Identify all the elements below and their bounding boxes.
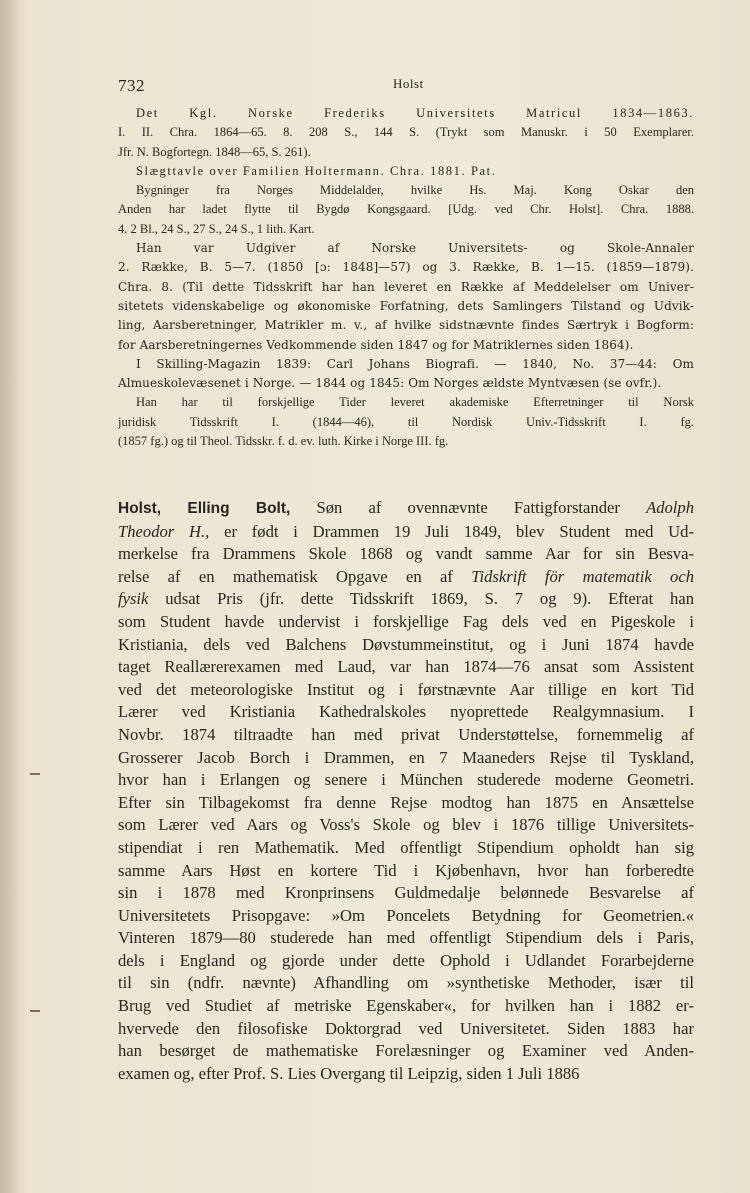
bibliography-line: 4. 2 Bl., 24 S., 27 S., 24 S., 1 lith. Kart. [118,221,315,236]
bibliography-line: I. II. Chra. 1864—65. 8. 208 S., 144 S. (Trykt som Manuskr. i 50 Exemplarer. [118,125,694,140]
entry-line: ved det meteorologiske Institut og i førstnævnte Aar tillige en kort Tid [118,679,694,699]
margin-mark [30,773,40,775]
bibliography-line: juridisk Tidsskrift I. (1844—46), til Nordisk Univ.-Tidsskrift I. fg. [118,414,694,429]
bibliography-line: Chra. 8. (Til dette Tidsskrift har han leveret en Række af Meddelelser om Univer- [118,279,694,294]
entry-line: Vinteren 1879—80 studerede han med offentligt Stipendium dels i Paris, [118,928,694,948]
bibliography-line: sitetets videnskabelige og økonomiske Forfatning, dets Samlingers Tilstand og Udvik- [118,298,694,313]
entry-line: merkelse fra Drammens Skole 1868 og vandt samme Aar for sin Besva- [118,544,694,564]
bibliography-line: Slægttavle over Familien Holtermann. Chra. 1881. Pat. [136,163,497,178]
italic-phrase: Theodor H. [118,521,206,541]
bibliography-block [118,104,694,451]
bibliography-line: (1857 fg.) og til Theol. Tidsskr. f. d. ev. luth. Kirke i Norge III. fg. [118,434,449,449]
bibliography-line: for Aarsberetningernes Vedkommende siden 1847 og for Matriklernes siden 1864). [118,337,634,352]
entry-line: relse af en mathematisk Opgave en af Tidskrift för matematik och [118,566,694,586]
entry-line: som Student havde undervist i forskjellige Fag dels ved en Pigeskole i [118,611,694,631]
bibliography-line: 2. Række, B. 5—7. (1850 [ɔ: 1848]—57) og 3. Række, B. 1—15. (1859—1879). [118,260,694,275]
entry-line: som Lærer ved Aars og Voss's Skole og blev i 1876 tillige Universitets- [118,815,694,835]
bibliography-line: I Skilling-Magazin 1839: Carl Johans Biografi. — 1840, No. 37—44: Om [136,356,694,371]
entry-line: Novbr. 1874 tiltraadte han med privat Understøttelse, fornemmelig af [118,724,694,744]
bibliography-line: Anden har ladet flytte til Bygdø Kongsgaard. [Udg. ved Chr. Holst]. Chra. 1888. [118,202,694,217]
entry-line: dels i England og gjorde under dette Ophold i Udlandet Forarbejderne [118,950,694,970]
bibliography-line: Bygninger fra Norges Middelalder, hvilke Hs. Maj. Kong Oskar den [136,183,694,198]
entry-line: Theodor H., er født i Drammen 19 Juli 1849, blev Student med Ud- [118,521,694,541]
italic-phrase: fysik [118,589,149,609]
entry-body [118,521,694,1086]
entry-line: stipendiat i ren Mathematik. Med offentligt Stipendium opholdt han sig [118,837,694,857]
bibliography-line: Almueskolevæsenet i Norge. — 1844 og 1845: Om Norges ældste Myntvæsen (se ovfr.). [118,376,662,391]
bibliography-line: Det Kgl. Norske Frederiks Universitets Matricul 1834—1863. [136,106,694,120]
entry-line: Efter sin Tilbagekomst fra denne Rejse modtog han 1875 en Ansættelse [118,792,694,812]
page-number: 732 [118,76,145,95]
bibliography-line: Han har til forskjellige Tider leveret akademiske Efterretninger til Norsk [136,395,694,410]
italic-phrase: Tidskrift för matematik och [471,566,694,586]
italic-phrase: Adolph [646,498,694,517]
entry-line: Kristiania, dels ved Balchens Døvstummeinstitut, og i Juni 1874 havde [118,634,694,654]
entry-line: til sin (ndfr. nævnte) Afhandling om »synthetiske Methoder, især til [118,973,694,993]
entry-line: Grosserer Jacob Borch i Drammen, en 7 Maaneders Rejse til Tyskland, [118,747,694,767]
bibliography-line: Jfr. N. Bogfortegn. 1848—65, S. 261). [118,144,311,159]
entry-line: sin i 1878 med Kronprinsens Guldmedalje belønnede Besvarelse af [118,883,694,903]
entry-line: Universitetets Prisopgave: »Om Poncelets Betydning for Geometrien.« [118,905,694,925]
margin-mark [30,1010,40,1012]
entry-line: hvervede den filosofiske Doktorgrad ved Universitetet. Siden 1883 har [118,1018,694,1038]
binding-shadow [0,0,22,1193]
entry-line: hvor han i Erlangen og senere i München studerede moderne Geometri. [118,770,694,790]
entry-line: han besørget de mathematiske Forelæsninger og Examiner ved Anden- [118,1041,694,1061]
entry-name: Holst, Elling Bolt, [118,500,291,517]
entry-line: Brug ved Studiet af metriske Egenskaber«, for hvilken han i 1882 er- [118,996,694,1016]
bibliography-line: Han var Udgiver af Norske Universitets- og Skole-Annaler [136,241,694,256]
entry-line: taget Reallærerexamen med Laud, var han 1874—76 ansat som Assistent [118,657,694,677]
bibliography-line: ling, Aarsberetninger, Matrikler m. v., af hvilke sidstnævnte findes Særtryk i Bogform: [118,318,694,333]
entry-line: samme Aars Høst en kortere Tid i Kjøbenhavn, hvor han forberedte [118,860,694,880]
entry-line: Lærer ved Kristiania Kathedralskoles nyoprettede Realgymnasium. I [118,702,694,722]
entry-line: Søn af ovennævnte Fattigforstander Adolph [290,498,694,517]
entry-first-line [118,497,694,521]
biography-entry [118,497,694,1085]
entry-line: examen og, efter Prof. S. Lies Overgang til Leipzig, siden 1 Juli 1886 [118,1063,580,1083]
running-head: Holst [393,76,424,91]
entry-line: fysik udsat Pris (jfr. dette Tidsskrift 1869, S. 7 og 9). Efterat han [118,589,694,609]
